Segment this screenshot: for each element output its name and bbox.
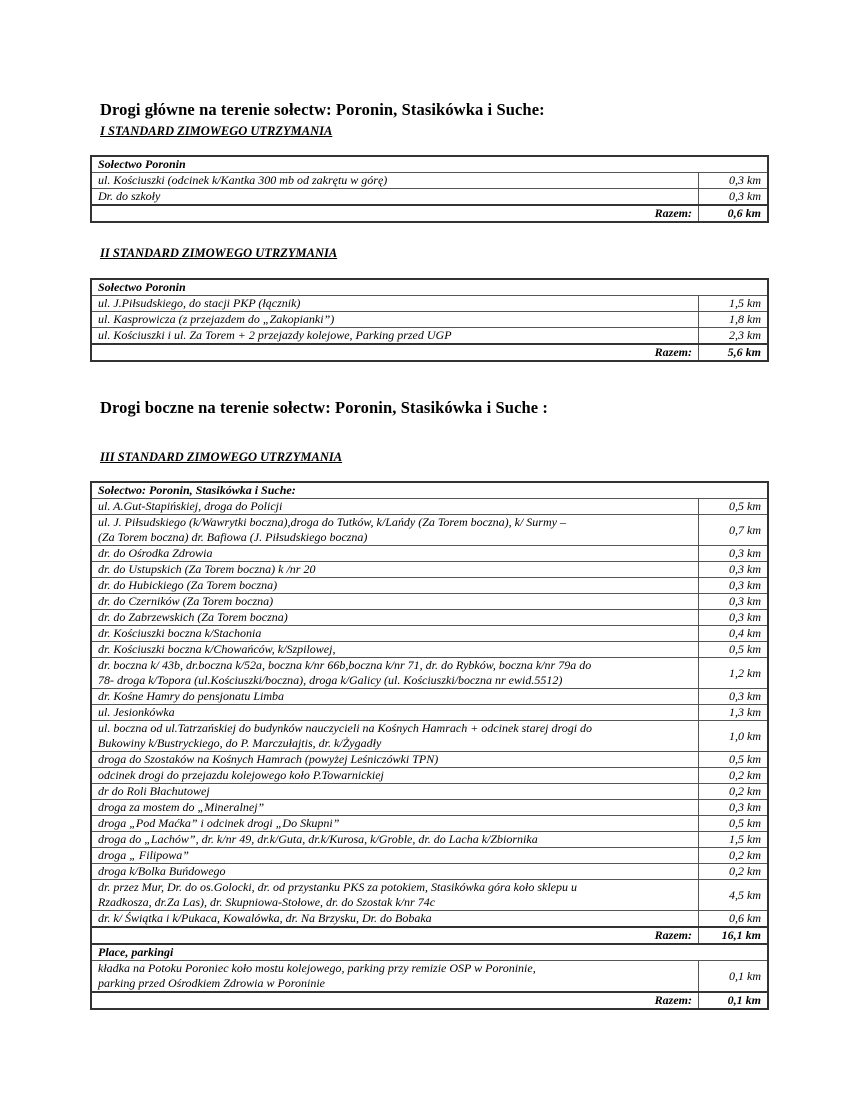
standard-2-table — [90, 278, 769, 362]
standard-1-table — [90, 155, 769, 223]
table-row — [91, 642, 768, 658]
table-row — [91, 515, 768, 546]
road-length: 0,3 km — [699, 689, 769, 705]
table-row — [91, 784, 768, 800]
road-name — [91, 961, 699, 993]
road-name: dr. do Ustupskich (Za Torem boczna) k /nr 20 — [91, 562, 699, 578]
road-name: Dr. do szkoły — [91, 189, 699, 206]
road-length: 0,2 km — [699, 848, 769, 864]
road-name-line: Rzadkosza, dr.Za Las), dr. Skupniowa-Stołowe, dr. do Szostak k/nr 74c — [98, 895, 436, 909]
group-header: Sołectwo Poronin — [91, 156, 768, 173]
road-name: ul. Kościuszki i ul. Za Torem + 2 przejazdy kolejowe, Parking przed UGP — [91, 328, 699, 345]
road-length: 1,5 km — [699, 832, 769, 848]
road-length: 1,8 km — [699, 312, 769, 328]
standard-2-title: II STANDARD ZIMOWEGO UTRZYMANIA — [100, 246, 338, 260]
table-row — [91, 189, 768, 206]
table-row — [91, 961, 768, 993]
road-length: 0,2 km — [699, 864, 769, 880]
total-value: 0,6 km — [699, 205, 769, 222]
road-name: droga do Szostaków na Kośnych Hamrach (powyżej Leśniczówki TPN) — [91, 752, 699, 768]
total-row — [91, 205, 768, 222]
total-label: Razem: — [91, 927, 699, 944]
road-length: 0,4 km — [699, 626, 769, 642]
road-length: 0,3 km — [699, 546, 769, 562]
table-row — [91, 173, 768, 189]
road-length: 0,3 km — [699, 562, 769, 578]
total-label: Razem: — [91, 205, 699, 222]
road-length: 0,3 km — [699, 578, 769, 594]
table-row — [91, 880, 768, 911]
total-row — [91, 344, 768, 361]
table-row — [91, 296, 768, 312]
road-name: droga k/Bolka Buńdowego — [91, 864, 699, 880]
road-name: dr. Kośne Hamry do pensjonatu Limba — [91, 689, 699, 705]
table-row — [91, 562, 768, 578]
road-name: ul. Kasprowicza (z przejazdem do „Zakopianki”) — [91, 312, 699, 328]
road-name: droga „ Filipowa” — [91, 848, 699, 864]
table-row — [91, 848, 768, 864]
standard-3-title: III STANDARD ZIMOWEGO UTRZYMANIA — [100, 450, 343, 464]
sub-total-row — [91, 992, 768, 1009]
road-length: 1,2 km — [699, 658, 769, 689]
table-row — [91, 328, 768, 345]
road-name: ul. Jesionkówka — [91, 705, 699, 721]
table-row — [91, 721, 768, 752]
road-name: ul. A.Gut-Stapińskiej, droga do Policji — [91, 499, 699, 515]
road-length: 0,3 km — [699, 189, 769, 206]
road-length: 0,3 km — [699, 800, 769, 816]
road-name — [91, 721, 699, 752]
road-length: 2,3 km — [699, 328, 769, 345]
road-name-line: ul. J. Piłsudskiego (k/Wawrytki boczna),droga do Tutków, k/Lańdy (Za Torem boczna), k/ Surmy – — [98, 515, 566, 529]
total-value: 0,1 km — [699, 992, 769, 1009]
road-name-line: ul. boczna od ul.Tatrzańskiej do budynków nauczycieli na Kośnych Hamrach + odcinek starej drogi do — [98, 721, 593, 735]
road-name: droga za mostem do „Mineralnej” — [91, 800, 699, 816]
table-row — [91, 658, 768, 689]
table-row — [91, 752, 768, 768]
table-row — [91, 546, 768, 562]
road-name: dr. do Hubickiego (Za Torem boczna) — [91, 578, 699, 594]
table-row — [91, 832, 768, 848]
road-length: 1,3 km — [699, 705, 769, 721]
road-length: 0,5 km — [699, 499, 769, 515]
road-length: 0,5 km — [699, 642, 769, 658]
road-length: 0,5 km — [699, 816, 769, 832]
road-length: 0,2 km — [699, 768, 769, 784]
total-value: 5,6 km — [699, 344, 769, 361]
total-label: Razem: — [91, 992, 699, 1009]
table-row — [91, 312, 768, 328]
table-row — [91, 626, 768, 642]
table-row — [91, 816, 768, 832]
road-name-line: parking przed Ośrodkiem Zdrowia w Poroninie — [98, 976, 325, 990]
table-row — [91, 499, 768, 515]
group-header: Sołectwo: Poronin, Stasikówka i Suche: — [91, 482, 768, 499]
road-length: 0,6 km — [699, 911, 769, 928]
road-length: 0,3 km — [699, 173, 769, 189]
table-row — [91, 864, 768, 880]
road-name: ul. Kościuszki (odcinek k/Kantka 300 mb od zakrętu w górę) — [91, 173, 699, 189]
standard-3-table — [90, 481, 769, 1010]
road-name: dr. do Zabrzewskich (Za Torem boczna) — [91, 610, 699, 626]
road-name: dr. k/ Świątka i k/Pukaca, Kowalówka, dr. Na Brzysku, Dr. do Bobaka — [91, 911, 699, 928]
road-name — [91, 515, 699, 546]
road-name: dr. do Ośrodka Zdrowia — [91, 546, 699, 562]
main-roads-heading: Drogi główne na terenie sołectw: Poronin, Stasikówka i Suche: — [100, 100, 545, 119]
road-name — [91, 658, 699, 689]
road-length: 0,3 km — [699, 594, 769, 610]
group-header: Sołectwo Poronin — [91, 279, 768, 296]
side-roads-heading: Drogi boczne na terenie sołectw: Poronin, Stasikówka i Suche : — [100, 398, 549, 417]
table-row — [91, 800, 768, 816]
table-row — [91, 594, 768, 610]
table-row — [91, 705, 768, 721]
road-length: 0,7 km — [699, 515, 769, 546]
table-row — [91, 578, 768, 594]
road-name: dr do Roli Błachutowej — [91, 784, 699, 800]
road-length: 0,3 km — [699, 610, 769, 626]
road-name-line: (Za Torem boczna) dr. Bafiowa (J. Piłsudskiego boczna) — [98, 530, 368, 544]
road-length: 0,5 km — [699, 752, 769, 768]
road-name — [91, 880, 699, 911]
table-row — [91, 911, 768, 928]
road-name: ul. J.Piłsudskiego, do stacji PKP (łącznik) — [91, 296, 699, 312]
table-row — [91, 689, 768, 705]
table-row — [91, 610, 768, 626]
road-length: 4,5 km — [699, 880, 769, 911]
road-name-line: 78- droga k/Topora (ul.Kościuszki/boczna), droga k/Galicy (ul. Kościuszki/boczna nr ewid.5512) — [98, 673, 563, 687]
road-length: 1,5 km — [699, 296, 769, 312]
road-name: dr. Kościuszki boczna k/Chowańców, k/Szpilowej, — [91, 642, 699, 658]
road-length: 1,0 km — [699, 721, 769, 752]
road-name-line: kładka na Potoku Poroniec koło mostu kolejowego, parking przy remizie OSP w Poroninie, — [98, 961, 536, 975]
road-name: droga „Pod Maćka” i odcinek drogi „Do Skupni” — [91, 816, 699, 832]
road-length: 0,1 km — [699, 961, 769, 993]
total-label: Razem: — [91, 344, 699, 361]
total-value: 16,1 km — [699, 927, 769, 944]
road-name: dr. Kościuszki boczna k/Stachonia — [91, 626, 699, 642]
standard-1-title: I STANDARD ZIMOWEGO UTRZYMANIA — [100, 124, 333, 138]
sub-group-header: Place, parkingi — [91, 944, 768, 961]
road-name-line: dr. boczna k/ 43b, dr.boczna k/52a, boczna k/nr 66b,boczna k/nr 71, dr. do Rybków, boczna k/nr 79a do — [98, 658, 592, 672]
road-name: dr. do Czerników (Za Torem boczna) — [91, 594, 699, 610]
road-name: odcinek drogi do przejazdu kolejowego koło P.Towarnickiej — [91, 768, 699, 784]
road-length: 0,2 km — [699, 784, 769, 800]
table-row — [91, 768, 768, 784]
total-row — [91, 927, 768, 944]
road-name-line: dr. przez Mur, Dr. do os.Golocki, dr. od przystanku PKS za potokiem, Stasikówka góra koło sklepu u — [98, 880, 577, 894]
road-name: droga do „Lachów”, dr. k/nr 49, dr.k/Guta, dr.k/Kurosa, k/Groble, dr. do Lacha k/Zbiornika — [91, 832, 699, 848]
road-name-line: Bukowiny k/Bustryckiego, do P. Marczułajtis, dr. k/Żygadły — [98, 736, 382, 750]
